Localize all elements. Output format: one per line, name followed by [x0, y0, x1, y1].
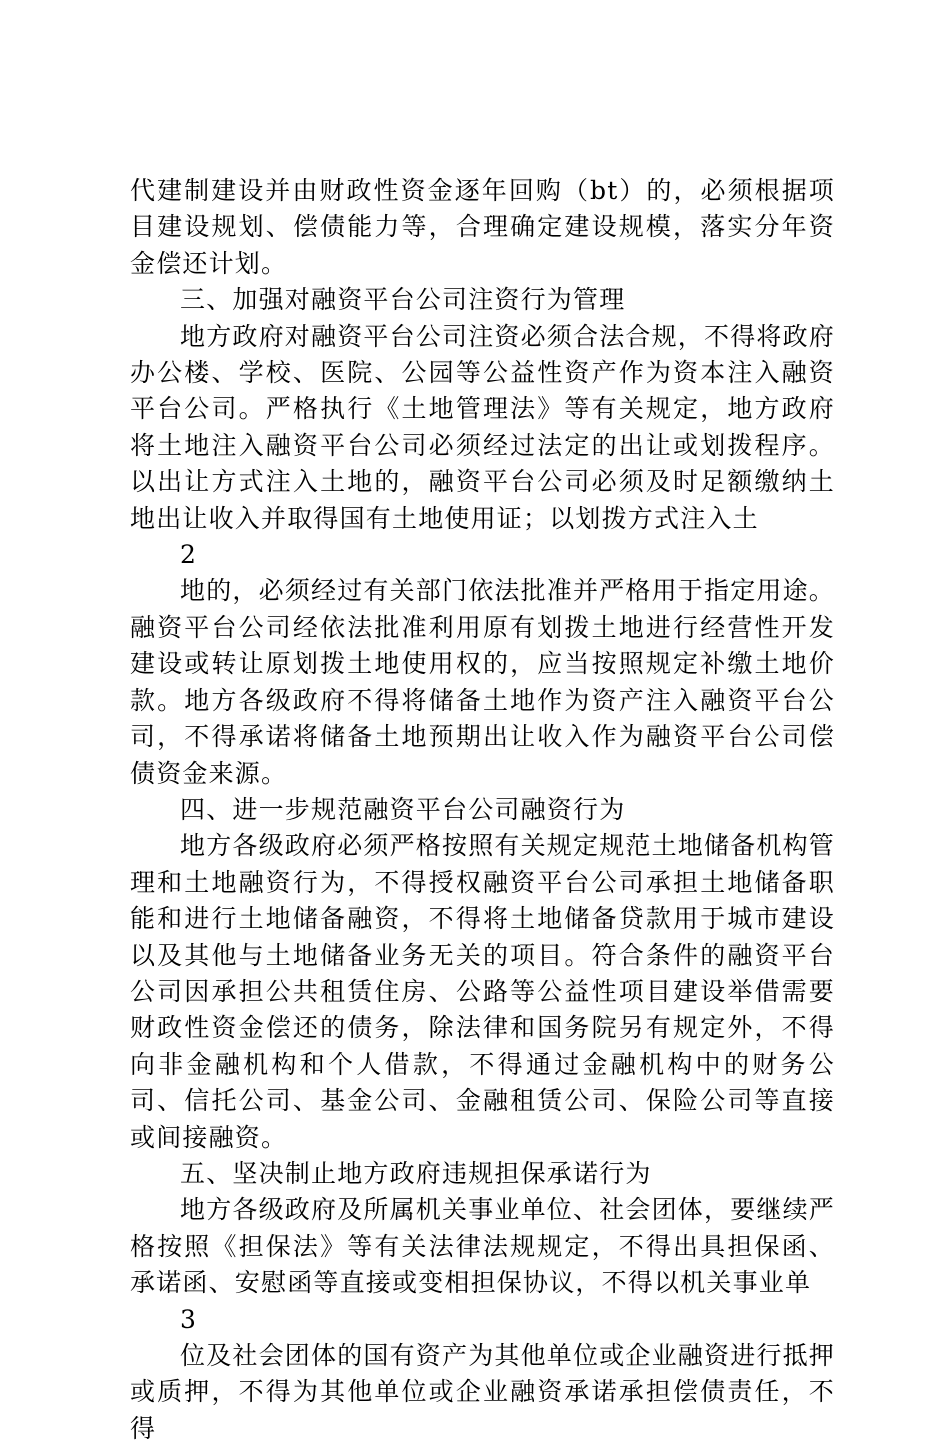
section-heading: 三、加强对融资平台公司注资行为管理 — [180, 285, 626, 315]
body-paragraph: 代建制建设并由财政性资金逐年回购（bt）的，必须根据项目建设规划、偿债能力等，合理确定建设规模，落实分年资金偿还计划。 — [130, 176, 835, 278]
document-body — [130, 173, 835, 1447]
page-number: 3 — [180, 1304, 198, 1334]
section-heading: 四、进一步规范融资平台公司融资行为 — [180, 794, 626, 824]
body-paragraph: 地方各级政府必须严格按照有关规定规范土地储备机构管理和土地融资行为，不得授权融资平台公司承担土地储备职能和进行土地储备融资，不得将土地储备贷款用于城市建设以及其他与土地储备业务无关的项目。符合条件的融资平台公司因承担公共租赁住房、公路等公益性项目建设举借需要财政性资金偿还的债务，除法律和国务院另有规定外，不得向非金融机构和个人借款，不得通过金融机构中的财务公司、信托公司、基金公司、金融租赁公司、保险公司等直接或间接融资。 — [130, 831, 836, 1152]
body-paragraph: 位及社会团体的国有资产为其他单位或企业融资进行抵押或质押，不得为其他单位或企业融资承诺承担偿债责任，不得 — [130, 1341, 836, 1443]
section-heading: 五、坚决制止地方政府违规担保承诺行为 — [180, 1158, 652, 1188]
page-number: 2 — [180, 540, 198, 570]
body-paragraph: 地的，必须经过有关部门依法批准并严格用于指定用途。融资平台公司经依法批准利用原有划拨土地进行经营性开发建设或转让原划拨土地使用权的，应当按照规定补缴土地价款。地方各级政府不得将储备土地作为资产注入融资平台公司，不得承诺将储备土地预期出让收入作为融资平台公司偿债资金来源。 — [130, 576, 836, 788]
body-paragraph: 地方政府对融资平台公司注资必须合法合规，不得将政府办公楼、学校、医院、公园等公益性资产作为资本注入融资平台公司。严格执行《土地管理法》等有关规定，地方政府将土地注入融资平台公司必须经过法定的出让或划拨程序。以出让方式注入土地的，融资平台公司必须及时足额缴纳土地出让收入并取得国有土地使用证；以划拨方式注入土 — [130, 321, 836, 533]
body-paragraph: 地方各级政府及所属机关事业单位、社会团体，要继续严格按照《担保法》等有关法律法规规定，不得出具担保函、承诺函、安慰函等直接或变相担保协议，不得以机关事业单 — [130, 1195, 836, 1298]
